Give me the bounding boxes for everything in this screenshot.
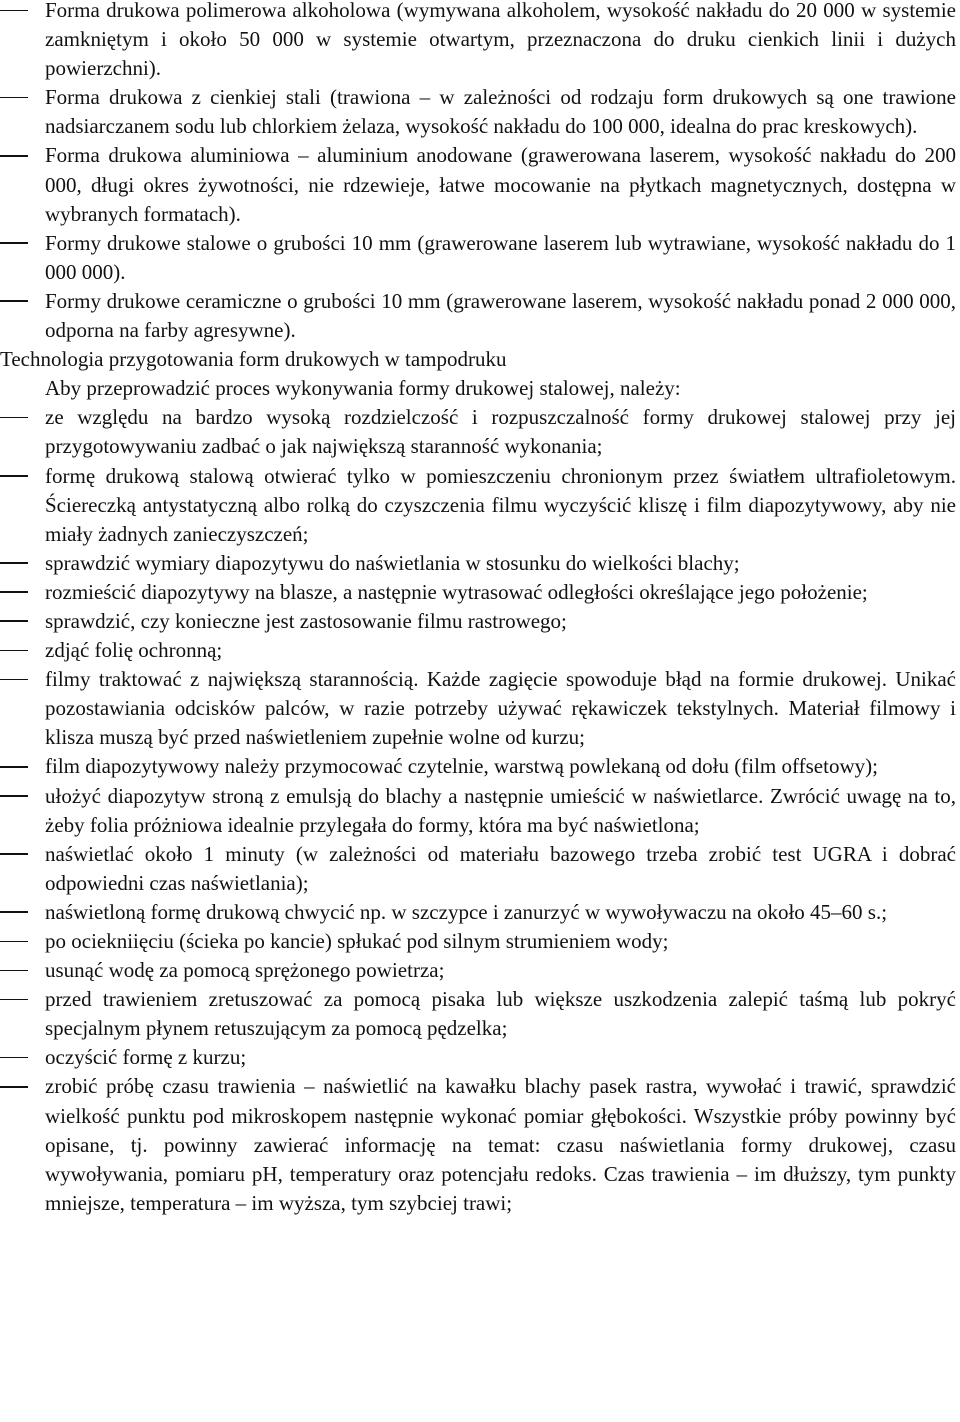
section-heading: Technologia przygotowania form drukowych w tampodruku <box>0 347 507 372</box>
dash-bullet <box>0 911 28 913</box>
list-item-text: ze względu na bardzo wysoką rozdzielczość i rozpuszczalność formy drukowej stalowej przy jej przygotowywaniu zadbać o jak największą staranność wykonania; <box>45 405 956 459</box>
dash-bullet <box>0 941 28 943</box>
list-item-text: rozmieścić diapozytywy na blasze, a następnie wytrasować odległości określające jego położenie; <box>45 579 868 604</box>
dash-bullet <box>0 300 28 302</box>
list-item <box>0 1043 956 1072</box>
list-item-text: oczyścić formę z kurzu; <box>45 1045 247 1070</box>
dash-bullet <box>0 475 28 477</box>
list-item <box>0 927 956 956</box>
dash-bullet <box>0 591 28 593</box>
list-item <box>0 782 956 840</box>
list-item-text: sprawdzić wymiary diapozytywu do naświetlania w stosunku do wielkości blachy; <box>45 550 740 575</box>
list-item-text: przed trawieniem zretuszować za pomocą pisaka lub większe uszkodzenia zalepić taśmą lub pokryć specjalnym płynem retuszującym za pomocą pędzelka; <box>45 987 956 1041</box>
dash-bullet <box>0 562 28 564</box>
list-item <box>0 607 956 636</box>
list-item <box>0 636 956 665</box>
list-item-text: ułożyć diapozytyw stroną z emulsją do blachy a następnie umieścić w naświetlarce. Zwrócić uwagę na to, żeby folia próżniowa idealnie przylegała do formy, która ma być naświetlona; <box>45 783 956 837</box>
list-item <box>0 462 956 549</box>
list-item-text: Forma drukowa aluminiowa – aluminium anodowane (grawerowana laserem, wysokość nakładu do 200 000, długi okres żywotności, nie rdzewieje, łatwe mocowanie na płytkach magnetycznych, dostępna w wybranych formatach). <box>45 143 956 226</box>
dash-bullet <box>0 97 28 99</box>
dash-bullet <box>0 10 28 12</box>
list-item <box>0 956 956 985</box>
dash-bullet <box>0 155 28 157</box>
list-item <box>0 985 956 1043</box>
list-item-text: sprawdzić, czy konieczne jest zastosowanie filmu rastrowego; <box>45 608 567 633</box>
dash-bullet <box>0 853 28 855</box>
list-item <box>0 840 956 898</box>
list-item-text: film diapozytywowy należy przymocować czytelnie, warstwą powlekaną od dołu (film offsetowy); <box>45 754 878 779</box>
list-item <box>0 287 956 345</box>
dash-bullet <box>0 766 28 768</box>
dash-bullet <box>0 1086 28 1088</box>
intro-text: Aby przeprowadzić proces wykonywania formy drukowej stalowej, należy: <box>45 376 681 401</box>
list-item-text: filmy traktować z największą starannością. Każde zagięcie spowoduje błąd na formie drukowej. Unikać pozostawiania odcisków palców, w razie potrzeby używać rękawiczek tekstylnych. Materiał filmowy i klisza muszą być przed naświetleniem zupełnie wolne od kurzu; <box>45 667 956 750</box>
dash-bullet <box>0 1057 28 1059</box>
list-item-text: Formy drukowe stalowe o grubości 10 mm (grawerowane laserem lub wytrawiane, wysokość nakładu do 1 000 000). <box>45 230 956 284</box>
list-item <box>0 549 956 578</box>
list-item-text: naświetlać około 1 minuty (w zależności od materiału bazowego trzeba zrobić test UGRA i dobrać odpowiedni czas naświetlania); <box>45 841 956 895</box>
list-item <box>0 752 956 781</box>
list-item <box>0 403 956 461</box>
list-item-text: naświetloną formę drukową chwycić np. w szczypce i zanurzyć w wywoływaczu na około 45–60 s.; <box>45 899 888 924</box>
list-item <box>0 578 956 607</box>
list-item <box>0 0 956 83</box>
list-item <box>0 141 956 228</box>
dash-bullet <box>0 679 28 681</box>
list-item-text: Formy drukowe ceramiczne o grubości 10 mm (grawerowane laserem, wysokość nakładu ponad 2 000 000, odporna na farby agresywne). <box>45 288 956 343</box>
dash-bullet <box>0 242 28 244</box>
list-item-text: po ociekniięciu (ścieka po kancie) spłukać pod silnym strumieniem wody; <box>45 929 669 953</box>
procedure-steps-list <box>0 403 956 1218</box>
list-item-text: usunąć wodę za pomocą sprężonego powietrza; <box>45 958 445 983</box>
printing-forms-list <box>0 0 956 345</box>
list-item-text: Forma drukowa polimerowa alkoholowa (wymywana alkoholem, wysokość nakładu do 20 000 w systemie zamkniętym i około 50 000 w systemie otwartym, przeznaczona do druku cienkich linii i dużych powierzchni). <box>45 0 956 81</box>
dash-bullet <box>0 417 28 419</box>
dash-bullet <box>0 650 28 652</box>
list-item-text: zdjąć folię ochronną; <box>45 638 223 663</box>
dash-bullet <box>0 970 28 972</box>
list-item <box>0 665 956 752</box>
dash-bullet <box>0 999 28 1001</box>
list-item-text: formę drukową stalową otwierać tylko w pomieszczeniu chronionym przez światłem ultrafioletowym. Ściereczką antystatyczną albo rolką do czyszczenia filmu wyczyścić kliszę i film diapozytywowy, aby nie miały żadnych zanieczyszczeń; <box>45 463 956 546</box>
list-item <box>0 898 956 927</box>
list-item <box>0 83 956 141</box>
dash-bullet <box>0 620 28 622</box>
list-item-text: Forma drukowa z cienkiej stali (trawiona – w zależności od rodzaju form drukowych są one trawione nadsiarczanem sodu lub chlorkiem żelaza, wysokość nakładu do 100 000, idealna do prac kreskowych). <box>45 85 956 139</box>
list-item <box>0 229 956 287</box>
list-item-text: zrobić próbę czasu trawienia – naświetlić na kawałku blachy pasek rastra, wywołać i trawić, sprawdzić wielkość punktu pod mikroskopem następnie wykonać pomiar głębokości. Wszystkie próby powinny być opisane, tj. powinny zawierać informację na temat: czasu naświetlania formy drukowej, czasu wywoływania, pomiaru pH, temperatury oraz potencjału redoks. Czas trawienia – im dłuższy, tym punkty mniejsze, temperatura – im wyższa, tym szybciej trawi; <box>45 1074 956 1215</box>
dash-bullet <box>0 795 28 797</box>
list-item <box>0 1072 956 1217</box>
